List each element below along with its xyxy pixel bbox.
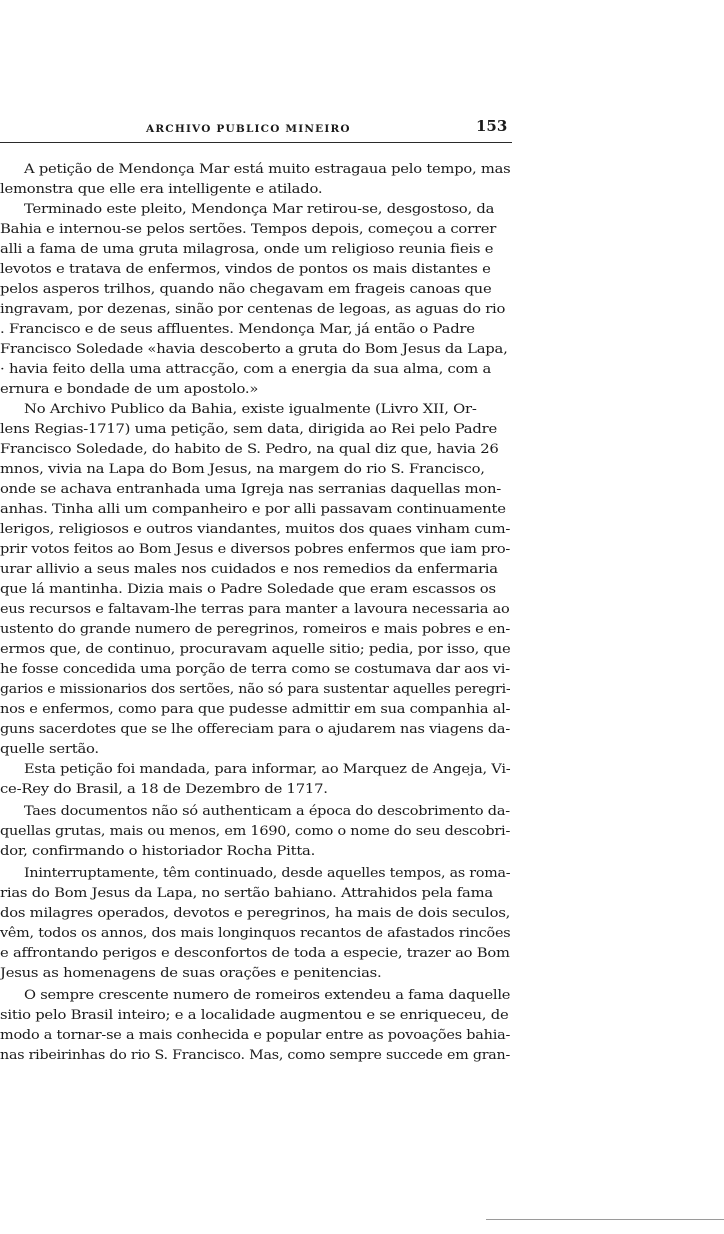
text-line: guns sacerdotes que se lhe offereciam para o ajudarem nas viagens da- bbox=[0, 722, 511, 737]
scan-edge-line bbox=[486, 1219, 724, 1220]
text-line: ustento do grande numero de peregrinos, romeiros e mais pobres e en- bbox=[0, 622, 511, 637]
text-line: he fosse concedida uma porção de terra como se costumava dar aos vi- bbox=[0, 662, 510, 677]
text-line: Ininterruptamente, têm continuado, desde aquelles tempos, as roma- bbox=[24, 866, 511, 881]
text-line: ingravam, por dezenas, sinão por centenas de legoas, as aguas do rio bbox=[0, 302, 506, 317]
text-line: Francisco Soledade «havia descoberto a gruta do Bom Jesus da Lapa, bbox=[0, 342, 508, 357]
text-line: No Archivo Publico da Bahia, existe igualmente (Livro XII, Or- bbox=[24, 402, 477, 417]
text-line: garios e missionarios dos sertões, não só para sustentar aquelles peregri- bbox=[0, 682, 511, 697]
text-line: levotos e tratava de enfermos, vindos de pontos os mais distantes e bbox=[0, 262, 491, 277]
text-line: pelos asperos trilhos, quando não chegavam em frageis canoas que bbox=[0, 282, 492, 297]
text-line: lens Regias-1717) uma petição, sem data, dirigida ao Rei pelo Padre bbox=[0, 422, 497, 437]
text-line: modo a tornar-se a mais conhecida e popular entre as povoações bahia- bbox=[0, 1028, 511, 1043]
text-line: rias do Bom Jesus da Lapa, no sertão bahiano. Attrahidos pela fama bbox=[0, 886, 493, 901]
text-line: eus recursos e faltavam-lhe terras para manter a lavoura necessaria ao bbox=[0, 602, 510, 617]
text-line: Esta petição foi mandada, para informar, ao Marquez de Angeja, Vi- bbox=[24, 762, 511, 777]
text-line: nas ribeirinhas do rio S. Francisco. Mas, como sempre succede em gran- bbox=[0, 1048, 511, 1063]
text-line: mnos, vivia na Lapa do Bom Jesus, na margem do rio S. Francisco, bbox=[0, 462, 485, 477]
text-line: que lá mantinha. Dizia mais o Padre Soledade que eram escassos os bbox=[0, 582, 496, 597]
text-line: lerigos, religiosos e outros viandantes, muitos dos quaes vinham cum- bbox=[0, 522, 511, 537]
text-line: ermos que, de continuo, procuravam aquelle sitio; pedia, por isso, que bbox=[0, 642, 511, 657]
text-line: Terminado este pleito, Mendonça Mar retirou-se, desgostoso, da bbox=[24, 202, 495, 217]
text-line: onde se achava entranhada uma Igreja nas serranias daquellas mon- bbox=[0, 482, 502, 497]
text-line: · havia feito della uma attracção, com a energia da sua alma, com a bbox=[0, 362, 492, 377]
page-header bbox=[0, 117, 524, 139]
text-line: ce-Rey do Brasil, a 18 de Dezembro de 1717. bbox=[0, 782, 328, 797]
header-rule bbox=[0, 142, 512, 143]
running-title: ARCHIVO PUBLICO MINEIRO bbox=[146, 123, 351, 135]
text-line: Taes documentos não só authenticam a época do descobrimento da- bbox=[24, 804, 510, 819]
text-line: O sempre crescente numero de romeiros extendeu a fama daquelle bbox=[24, 988, 511, 1003]
text-line: . Francisco e de seus affluentes. Mendonça Mar, já então o Padre bbox=[0, 322, 475, 337]
text-line: quelle sertão. bbox=[0, 742, 99, 757]
text-line: Jesus as homenagens de suas orações e penitencias. bbox=[0, 966, 382, 981]
text-line: alli a fama de uma gruta milagrosa, onde um religioso reunia fieis e bbox=[0, 242, 494, 257]
text-line: quellas grutas, mais ou menos, em 1690, como o nome do seu descobri- bbox=[0, 824, 511, 839]
text-line: A petição de Mendonça Mar está muito estragaua pelo tempo, mas bbox=[24, 162, 511, 177]
text-line: vêm, todos os annos, dos mais longinquos recantos de afastados rincões bbox=[0, 926, 511, 941]
text-line: prir votos feitos ao Bom Jesus e diversos pobres enfermos que iam pro- bbox=[0, 542, 511, 557]
text-line: Bahia e internou-se pelos sertões. Tempos depois, começou a correr bbox=[0, 222, 497, 237]
page-number: 153 bbox=[476, 117, 508, 135]
text-line: e affrontando perigos e desconfortos de toda a especie, trazer ao Bom bbox=[0, 946, 510, 961]
text-line: sitio pelo Brasil inteiro; e a localidade augmentou e se enriqueceu, de bbox=[0, 1008, 509, 1023]
text-line: dor, confirmando o historiador Rocha Pitta. bbox=[0, 844, 316, 859]
text-line: anhas. Tinha alli um companheiro e por alli passavam continuamente bbox=[0, 502, 506, 517]
text-line: ernura e bondade de um apostolo.» bbox=[0, 382, 259, 397]
text-line: Francisco Soledade, do habito de S. Pedro, na qual diz que, havia 26 bbox=[0, 442, 499, 457]
text-line: nos e enfermos, como para que pudesse admittir em sua companhia al- bbox=[0, 702, 511, 717]
text-line: dos milagres operados, devotos e peregrinos, ha mais de dois seculos, bbox=[0, 906, 511, 921]
text-line: urar allivio a seus males nos cuidados e nos remedios da enfermaria bbox=[0, 562, 498, 577]
text-line: lemonstra que elle era intelligente e atilado. bbox=[0, 182, 323, 197]
